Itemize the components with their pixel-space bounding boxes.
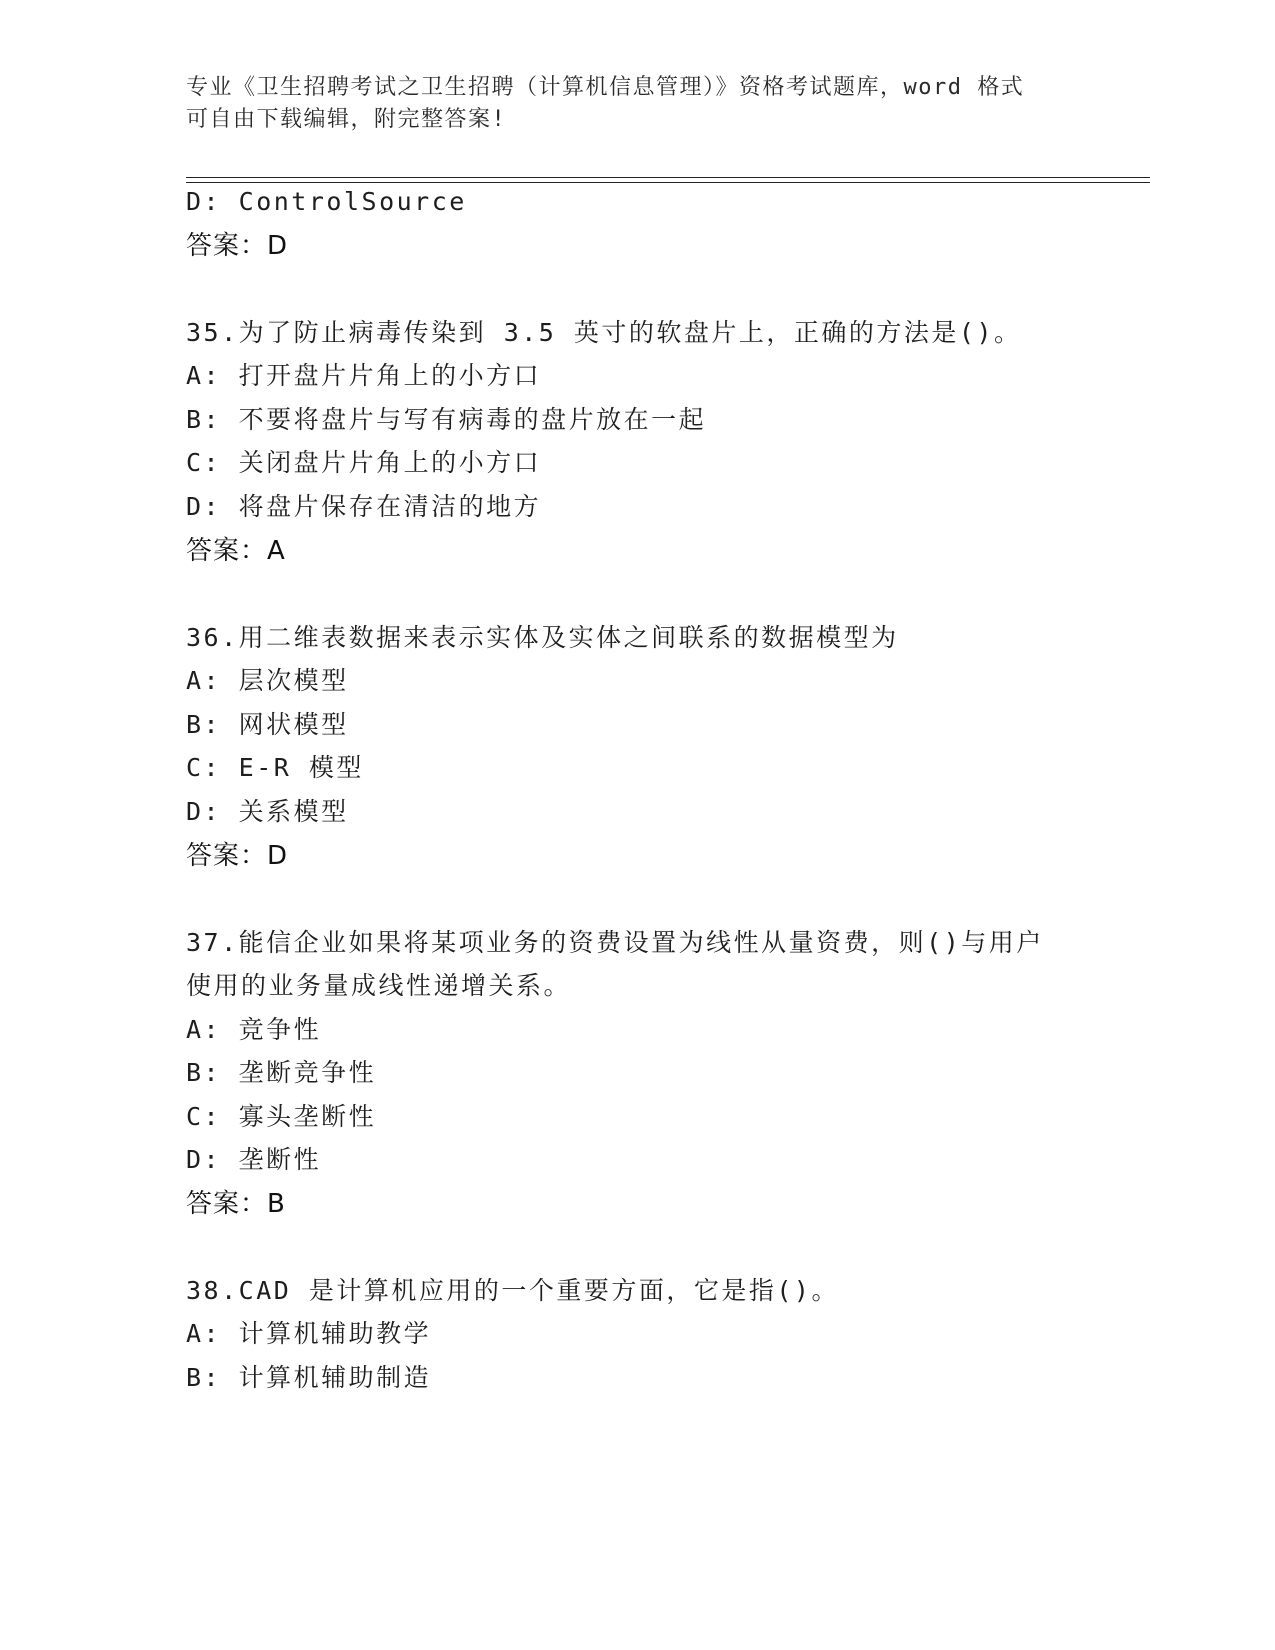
question-35-option-d: D: 将盘片保存在清洁的地方 bbox=[186, 492, 542, 521]
question-35-option-b: B: 不要将盘片与写有病毒的盘片放在一起 bbox=[186, 405, 707, 434]
question-36-stem: 36.用二维表数据来表示实体及实体之间联系的数据模型为 bbox=[186, 623, 899, 652]
question-36-option-a: A: 层次模型 bbox=[186, 666, 349, 695]
question-36-option-d: D: 关系模型 bbox=[186, 797, 349, 826]
question-36-answer: 答案：D bbox=[186, 841, 289, 871]
question-36-option-c: C: E-R 模型 bbox=[186, 753, 364, 782]
question-35-answer: 答案：A bbox=[186, 536, 286, 566]
header-line-1: 专业《卫生招聘考试之卫生招聘（计算机信息管理）》资格考试题库，word 格式 bbox=[186, 75, 1025, 100]
header-divider-top bbox=[186, 177, 1150, 178]
question-36-option-b: B: 网状模型 bbox=[186, 710, 349, 739]
question-35-stem: 35.为了防止病毒传染到 3.5 英寸的软盘片上，正确的方法是()。 bbox=[186, 318, 1022, 347]
document-header bbox=[186, 72, 1066, 136]
question-38-stem: 38.CAD 是计算机应用的一个重要方面，它是指()。 bbox=[186, 1276, 839, 1305]
header-divider-bottom bbox=[186, 182, 1150, 183]
question-37-option-b: B: 垄断竞争性 bbox=[186, 1058, 377, 1087]
question-35-option-a: A: 打开盘片片角上的小方口 bbox=[186, 361, 542, 390]
question-37-option-d: D: 垄断性 bbox=[186, 1145, 322, 1174]
header-line-2: 可自由下载编辑，附完整答案! bbox=[186, 107, 507, 132]
question-37-option-c: C: 寡头垄断性 bbox=[186, 1102, 377, 1131]
question-38-option-a: A: 计算机辅助教学 bbox=[186, 1319, 432, 1348]
question-37-option-a: A: 竞争性 bbox=[186, 1015, 322, 1044]
prev-option-d: D: ControlSource bbox=[186, 187, 467, 216]
question-35-option-c: C: 关闭盘片片角上的小方口 bbox=[186, 448, 542, 477]
question-38-option-b: B: 计算机辅助制造 bbox=[186, 1363, 432, 1392]
question-37-stem-line-1: 37.能信企业如果将某项业务的资费设置为线性从量资费，则()与用户 bbox=[186, 928, 1044, 957]
question-37-answer: 答案：B bbox=[186, 1189, 286, 1219]
prev-answer: 答案：D bbox=[186, 231, 289, 261]
question-37-stem-line-2: 使用的业务量成线性递增关系。 bbox=[186, 971, 572, 1000]
